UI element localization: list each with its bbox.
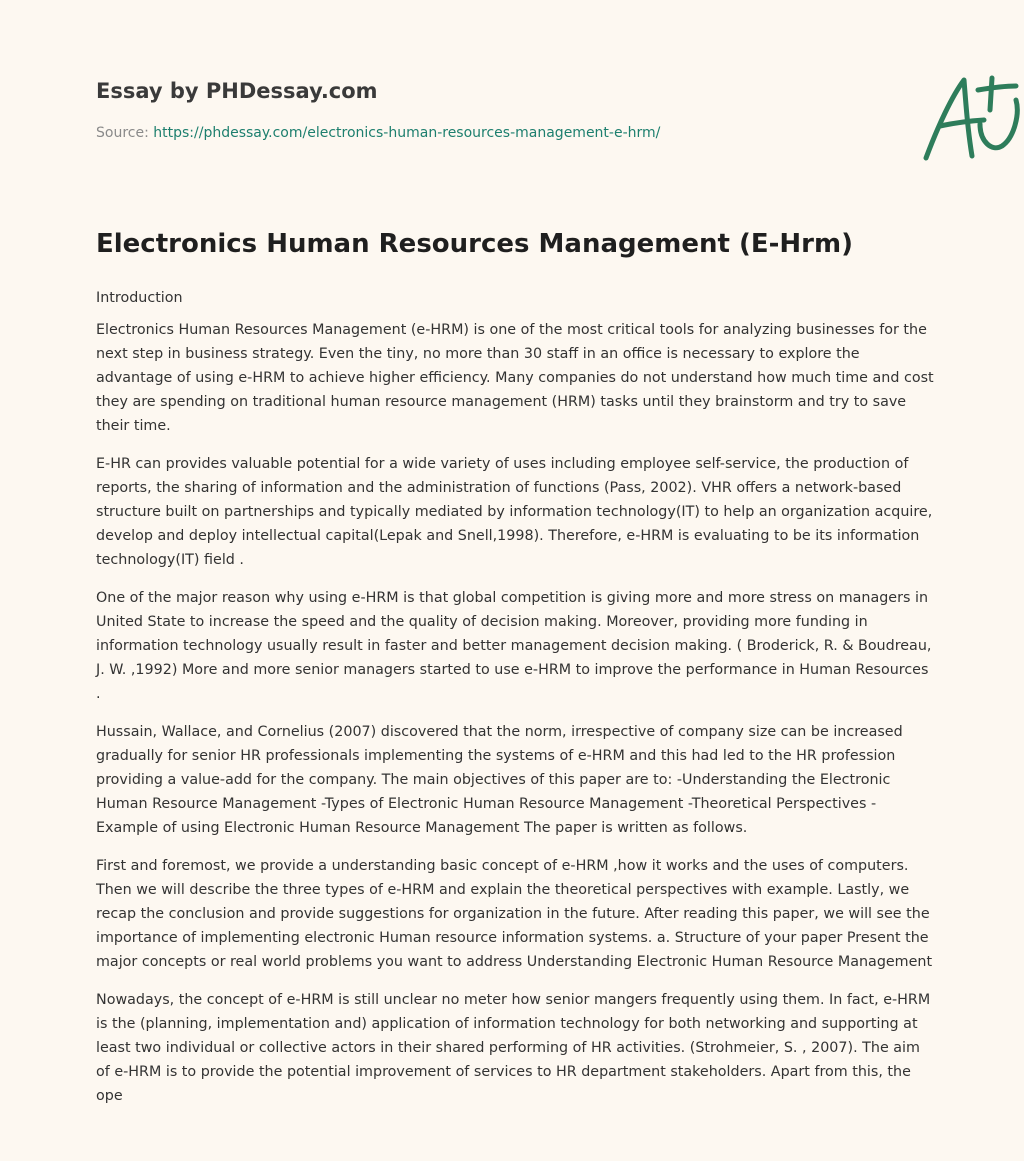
paragraph: Electronics Human Resources Management (e-HRM) is one of the most critical tools for analyzing businesses for the next step in business strategy. Even the tiny, no more than 30 staff in an office is necessary to explore the advantage of using e-HRM to achieve higher efficiency. Many companies do not understand how much time and cost they are spending on traditional human resource management (HRM) tasks until they brainstorm and try to save their time.: [96, 322, 934, 434]
paragraph: E-HR can provides valuable potential for a wide variety of uses including employee self-service, the production of reports, the sharing of information and the administration of functions (Pass, 2002). VHR offers a network-based structure built on partnerships and typically mediated by information technology(IT) to help an organization acquire, develop and deploy intellectual capital(Lepak and Snell,1998). Therefore, e-HRM is evaluating to be its information technology(IT) field .: [96, 456, 933, 568]
paragraph: First and foremost, we provide a understanding basic concept of e-HRM ,how it works and the uses of computers. Then we will describe the three types of e-HRM and explain the theoretical perspectives with example. Lastly, we recap the conclusion and provide suggestions for organization in the future. After reading this paper, we will see the importance of implementing electronic Human resource information systems. a. Structure of your paper Present the major concepts or real world problems you want to address Understanding Electronic Human Resource Management: [96, 858, 933, 970]
source-line: [96, 123, 660, 143]
paragraph: Hussain, Wallace, and Cornelius (2007) discovered that the norm, irrespective of company size can be increased gradually for senior HR professionals implementing the systems of e-HRM and this had led to the HR profession providing a value-add for the company. The main objectives of this paper are to: -Understanding the Electronic Human Resource Management -Types of Electronic Human Resource Management -Theoretical Perspectives -Example of using Electronic Human Resource Management The paper is written as follows.: [96, 724, 903, 836]
essay-content: [96, 286, 936, 1122]
source-link[interactable]: https://phdessay.com/electronics-human-resources-management-e-hrm/: [153, 125, 661, 141]
brand-title: Essay by PHDessay.com: [96, 79, 378, 103]
paragraph: Nowadays, the concept of e-HRM is still unclear no meter how senior mangers frequently using them. In fact, e-HRM is the (planning, implementation and) application of information technology for both networking and supporting at least two individual or collective actors in their shared performing of HR activities. (Strohmeier, S. , 2007). The aim of e-HRM is to provide the potential improvement of services to HR department stakeholders. Apart from this, the ope: [96, 992, 931, 1104]
source-label: Source:: [96, 125, 154, 141]
a-plus-logo-icon: [918, 66, 1024, 166]
intro-heading: Introduction: [96, 290, 183, 306]
essay-title: Electronics Human Resources Management (E-Hrm): [96, 229, 853, 259]
paragraph: One of the major reason why using e-HRM is that global competition is giving more and more stress on managers in United State to increase the speed and the quality of decision making. Moreover, providing more funding in information technology usually result in faster and better management decision making. ( Broderick, R. & Boudreau, J. W. ,1992) More and more senior managers started to use e-HRM to improve the performance in Human Resources .: [96, 590, 932, 702]
